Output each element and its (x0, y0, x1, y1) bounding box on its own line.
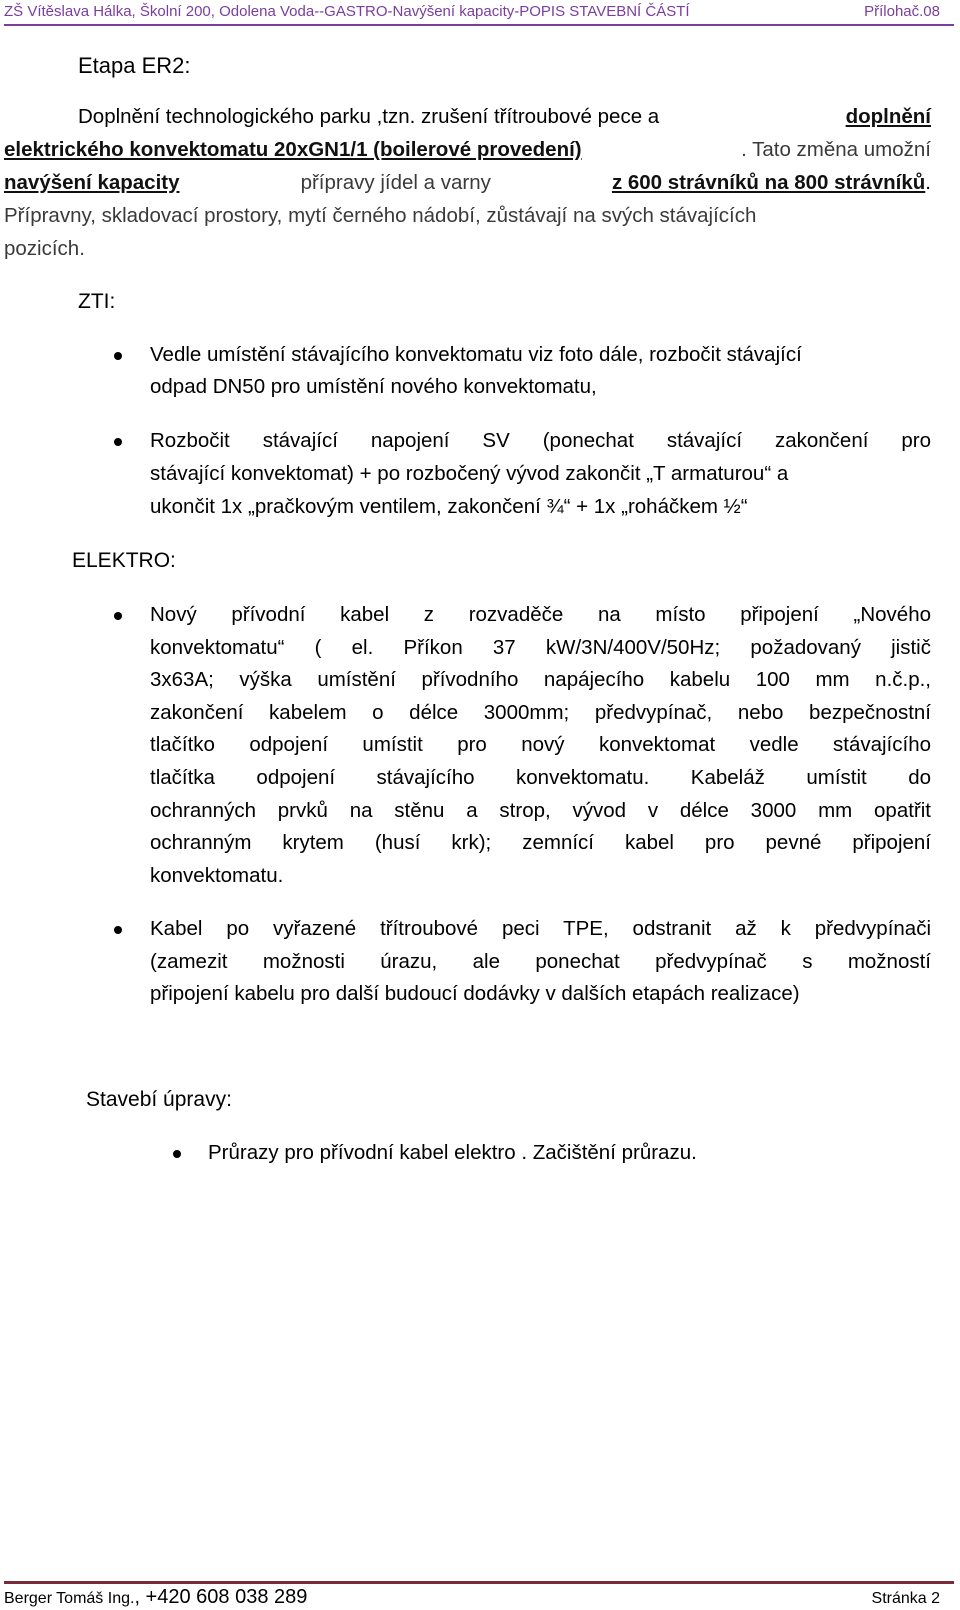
zti-item-1-line-1: Vedle umístění stávajícího konvektomatu viz foto dále, rozbočit stávající (150, 343, 802, 366)
elektro-item-2-line-2: (zamezit možnosti úrazu, ale ponechat předvypínač s možností (150, 949, 931, 973)
elektro-item-1-line-8: ochranným krytem (husí krk); zemnící kabel pro pevné připojení (150, 831, 931, 855)
intro-line-2: elektrického konvektomatu 20xGN1/1 (boilerové provedení) . Tato změna umožní (4, 138, 931, 161)
elektro-item-1-line-9: konvektomatu. (150, 863, 284, 887)
bullet-icon (114, 612, 122, 620)
bullet-icon (173, 1150, 181, 1158)
bullet-icon (114, 926, 122, 934)
elektro-item-2-line-1: Kabel po vyřazené třítroubové peci TPE, odstranit až k předvypínači (150, 917, 931, 940)
elektro-item-1-line-2: konvektomatu“ ( el. Příkon 37 kW/3N/400V/50Hz; požadovaný jistič (150, 635, 931, 659)
elektro-item-1-line-1: Nový přívodní kabel z rozvaděče na místo připojení „Nového (150, 603, 931, 626)
elektro-item-1-line-6: tlačítka odpojení stávajícího konvektomatu. Kabeláž umístit do (150, 766, 931, 789)
intro-line-3: navýšení kapacity přípravy jídel a varny z 600 strávníků na 800 strávníků. (4, 171, 931, 194)
elektro-item-1-line-4: zakončení kabelem o délce 3000mm; předvypínač, nebo bezpečnostní (150, 700, 931, 724)
page-footer (4, 1581, 954, 1610)
section-zti-heading: ZTI: (78, 290, 116, 313)
zti-item-2-line-1: Rozbočit stávající napojení SV (ponechat stávající zakončení pro (150, 429, 931, 452)
zti-item-2-line-2: stávající konvektomat) + po rozbočený vývod zakončit „T armaturou“ a (150, 462, 789, 485)
footer-phone: , +420 608 038 289 (134, 1586, 308, 1608)
page-header (4, 0, 954, 26)
header-attachment: Přílohač.08 (864, 3, 940, 20)
intro-line-5: pozicích. (4, 237, 85, 260)
elektro-item-1-line-5: tlačítko odpojení umístit pro nový konvektomat vedle stávajícího (150, 733, 931, 757)
intro-line-1: Doplnění technologického parku ,tzn. zrušení třítroubové pece a doplnění (78, 105, 931, 128)
section-elektro-heading: ELEKTRO: (72, 549, 176, 572)
bullet-icon (114, 352, 122, 360)
header-title: ZŠ Vítěslava Hálka, Školní 200, Odolena Voda--GASTRO-Navýšení kapacity-POPIS STAVEBNÍ ČÁSTÍ (4, 3, 690, 20)
intro-line-4: Přípravny, skladovací prostory, mytí černého nádobí, zůstávají na svých stávajících (4, 204, 757, 227)
elektro-item-1-line-7: ochranných prvků na stěnu a strop, vývod v délce 3000 mm opatřit (150, 798, 931, 822)
elektro-item-2-line-3: připojení kabelu pro další budoucí dodávky v dalších etapách realizace) (150, 982, 800, 1006)
section-stavebni-heading: Stavebí úpravy: (86, 1088, 232, 1111)
bullet-icon (114, 438, 122, 446)
stavebni-item-1: Průrazy pro přívodní kabel elektro . Začištění průrazu. (208, 1141, 697, 1164)
zti-item-1-line-2: odpad DN50 pro umístění nového konvektomatu, (150, 375, 597, 398)
elektro-item-1-line-3: 3x63A; výška umístění přívodního napájecího kabelu 100 mm n.č.p., (150, 668, 931, 692)
zti-item-2-line-3: ukončit 1x „pračkovým ventilem, zakončení ¾“ + 1x „roháčkem ½“ (150, 495, 748, 518)
footer-page-number: Stránka 2 (871, 1590, 940, 1607)
footer-author: Berger Tomáš Ing. (4, 1590, 135, 1607)
footer-contact (4, 1586, 307, 1609)
section-etapa-heading: Etapa ER2: (78, 53, 191, 78)
